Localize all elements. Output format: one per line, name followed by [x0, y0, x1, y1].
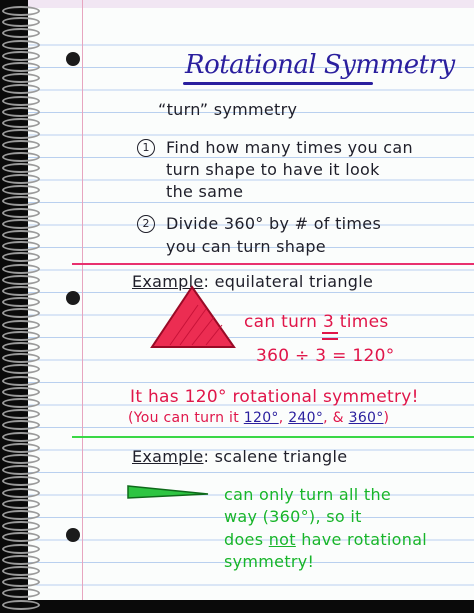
angle-1: 120°: [243, 410, 279, 426]
example-2-line-2: way (360°), so it: [224, 507, 362, 526]
spiral-coil: [2, 118, 40, 128]
spiral-coil: [2, 331, 40, 341]
spiral-coil: [2, 320, 40, 330]
spiral-coil: [2, 443, 40, 453]
spiral-coil: [2, 398, 40, 408]
step-1-line-1: Find how many times you can: [166, 138, 413, 157]
spiral-coil: [2, 264, 40, 274]
turn-count-text: [244, 312, 389, 332]
spiral-coil: [2, 6, 40, 16]
spiral-coil: [2, 219, 40, 229]
spiral-coil: [2, 510, 40, 520]
margin-line: [82, 0, 83, 600]
spiral-coil: [2, 107, 40, 117]
spiral-coil: [2, 454, 40, 464]
example-2-heading: [132, 447, 347, 466]
note-sep-2: , &: [323, 410, 349, 426]
line-3-post: have rotational: [295, 530, 428, 549]
punch-hole: [66, 528, 80, 542]
step-1-line-2: turn shape to have it look: [166, 160, 380, 179]
example-1-label: Example: [132, 272, 204, 291]
spiral-coil: [2, 275, 40, 285]
turn-count: 3: [322, 312, 335, 332]
spiral-coil: [2, 342, 40, 352]
spiral-coil: [2, 62, 40, 72]
step-1-line-3: the same: [166, 182, 244, 201]
line-3-not: not: [268, 530, 296, 549]
subtitle: “turn” symmetry: [158, 100, 298, 119]
example-2-label: Example: [132, 447, 204, 466]
example-1-description: : equilateral triangle: [203, 272, 374, 291]
note-pre: (You can turn it: [128, 410, 244, 426]
step-2-line-2: you can turn shape: [166, 237, 326, 256]
note-post: ): [383, 410, 390, 426]
spiral-coil: [2, 163, 40, 173]
result-statement: It has 120° rotational symmetry!: [130, 387, 419, 407]
step-number-2: 2: [137, 215, 155, 233]
step-2-line-1: Divide 360° by # of times: [166, 214, 382, 233]
division-equation: 360 ÷ 3 = 120°: [256, 346, 395, 366]
spiral-coil: [2, 96, 40, 106]
note-sep-1: ,: [278, 410, 289, 426]
spiral-coil: [2, 566, 40, 576]
spiral-coil: [2, 51, 40, 61]
double-underline-mark: [322, 332, 338, 340]
punch-hole: [66, 291, 80, 305]
equilateral-triangle-drawing: [150, 285, 236, 349]
spiral-coil: [2, 376, 40, 386]
title-underline: [183, 82, 373, 85]
angle-3: 360°: [348, 410, 384, 426]
section-divider-pink: [72, 263, 474, 265]
spiral-coil: [2, 152, 40, 162]
spiral-coil: [2, 286, 40, 296]
example-2-description: : scalene triangle: [203, 447, 348, 466]
example-2-line-1: can only turn all the: [224, 485, 392, 504]
spiral-coil: [2, 499, 40, 509]
punch-hole: [66, 52, 80, 66]
section-divider-green: [72, 436, 474, 438]
spiral-coil: [2, 432, 40, 442]
spiral-coil: [2, 488, 40, 498]
example-2-line-4: symmetry!: [224, 552, 315, 571]
spiral-coil: [2, 555, 40, 565]
spiral-coil: [2, 208, 40, 218]
spiral-coil: [2, 600, 40, 610]
spiral-coil: [2, 40, 40, 50]
spiral-coil: [2, 387, 40, 397]
spiral-coil: [2, 544, 40, 554]
turn-text-post: times: [334, 312, 389, 332]
example-2-line-3: [224, 530, 427, 549]
angle-2: 240°: [288, 410, 324, 426]
page-top-edge: [28, 0, 474, 8]
turn-angles-note: [128, 410, 389, 426]
scalene-triangle-drawing: [126, 484, 210, 500]
spiral-coil: [2, 174, 40, 184]
line-3-pre: does: [224, 530, 269, 549]
turn-text-pre: can turn: [244, 312, 323, 332]
step-number-1: 1: [137, 139, 155, 157]
page-title: Rotational Symmetry: [185, 50, 455, 80]
spiral-coil: [2, 230, 40, 240]
